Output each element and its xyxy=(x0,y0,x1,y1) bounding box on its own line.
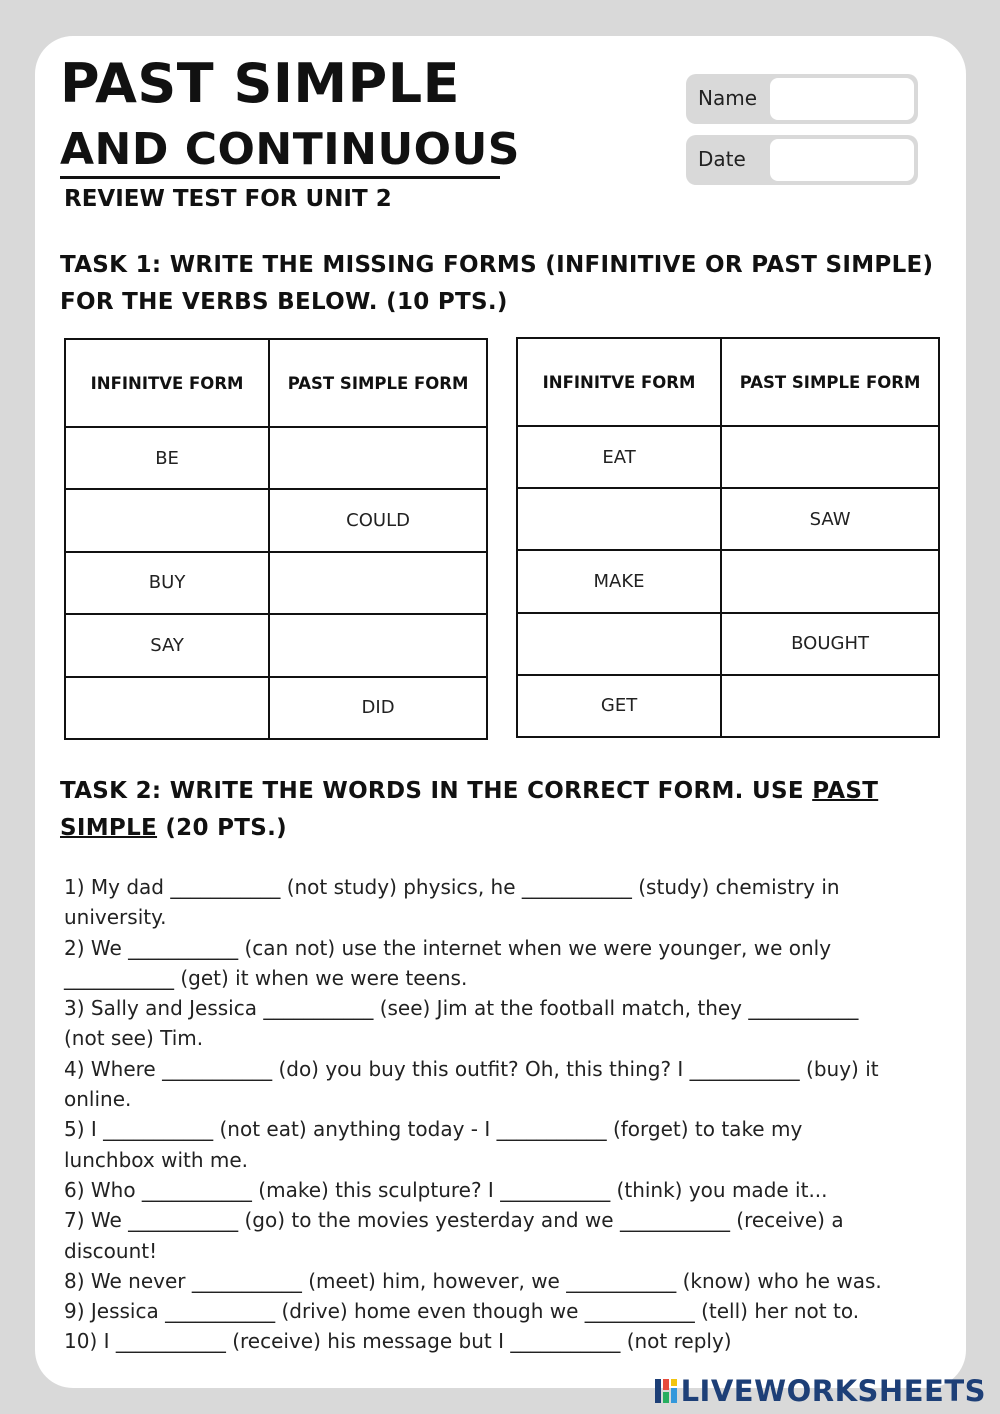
exercise-line[interactable]: discount! xyxy=(64,1238,158,1263)
table-cell[interactable]: BUY xyxy=(65,552,269,614)
column-header: INFINITVE FORM xyxy=(517,338,721,426)
exercise-line[interactable]: 5) I ___________ (not eat) anything today - I ___________ (forget) to take my xyxy=(64,1117,803,1142)
table-cell[interactable]: SAW xyxy=(721,488,939,550)
date-label: Date xyxy=(698,147,746,171)
table-row xyxy=(65,614,487,676)
exercise-line[interactable]: (not see) Tim. xyxy=(64,1026,204,1051)
column-header: INFINITVE FORM xyxy=(65,339,269,427)
exercise-line[interactable]: ___________ (get) it when we were teens. xyxy=(64,965,468,990)
table-row xyxy=(517,550,939,612)
task2-heading xyxy=(60,773,940,847)
task2-heading-underlined: PAST xyxy=(812,778,879,804)
exercise-line[interactable]: lunchbox with me. xyxy=(64,1147,249,1172)
task1-heading-line2: FOR THE VERBS BELOW. (10 PTS.) xyxy=(60,289,508,315)
exercise-line[interactable]: 10) I ___________ (receive) his message but I ___________ (not reply) xyxy=(64,1329,732,1354)
exercise-line[interactable]: 8) We never ___________ (meet) him, however, we ___________ (know) who he was. xyxy=(64,1268,882,1293)
name-field xyxy=(686,74,918,124)
table-cell[interactable] xyxy=(517,613,721,675)
table-row xyxy=(65,427,487,489)
table-cell[interactable] xyxy=(269,614,487,676)
table-row xyxy=(65,677,487,739)
table-cell[interactable]: BE xyxy=(65,427,269,489)
column-header: PAST SIMPLE FORM xyxy=(269,339,487,427)
task1-heading-line1: TASK 1: WRITE THE MISSING FORMS (INFINITIVE OR PAST SIMPLE) xyxy=(60,252,934,278)
task1-heading xyxy=(60,247,940,321)
table-cell[interactable]: SAY xyxy=(65,614,269,676)
title-underline xyxy=(60,176,500,179)
table-cell[interactable] xyxy=(721,550,939,612)
table-header-row xyxy=(65,339,487,427)
exercise-line[interactable]: online. xyxy=(64,1087,132,1112)
name-input[interactable] xyxy=(770,78,914,120)
table-cell[interactable] xyxy=(517,488,721,550)
liveworksheets-logo-icon xyxy=(655,1379,677,1403)
table-cell[interactable] xyxy=(269,427,487,489)
table-cell[interactable] xyxy=(721,675,939,737)
column-header: PAST SIMPLE FORM xyxy=(721,338,939,426)
exercise-line[interactable]: 1) My dad ___________ (not study) physics, he ___________ (study) chemistry in xyxy=(64,875,840,899)
table-cell[interactable] xyxy=(721,426,939,488)
table-row xyxy=(65,552,487,614)
date-field xyxy=(686,135,918,185)
page-title-line2: AND CONTINUOUS xyxy=(60,124,520,175)
exercise-line[interactable]: 2) We ___________ (can not) use the internet when we were younger, we only xyxy=(64,935,832,960)
name-label: Name xyxy=(698,86,758,110)
exercise-line[interactable]: 3) Sally and Jessica ___________ (see) Jim at the football match, they ___________ xyxy=(64,996,859,1021)
table-cell[interactable]: GET xyxy=(517,675,721,737)
table-cell[interactable]: COULD xyxy=(269,489,487,551)
verb-table-left xyxy=(64,338,488,740)
table-cell[interactable]: BOUGHT xyxy=(721,613,939,675)
exercise-line[interactable]: 9) Jessica ___________ (drive) home even though we ___________ (tell) her not to. xyxy=(64,1299,860,1324)
table-row xyxy=(517,488,939,550)
table-row xyxy=(65,489,487,551)
table-row xyxy=(517,613,939,675)
liveworksheets-brand[interactable] xyxy=(655,1374,986,1408)
exercise-list xyxy=(64,872,944,1357)
exercise-line[interactable]: university. xyxy=(64,905,167,930)
table-cell[interactable]: MAKE xyxy=(517,550,721,612)
brand-text: LIVEWORKSHEETS xyxy=(680,1374,986,1408)
page-subtitle: REVIEW TEST FOR UNIT 2 xyxy=(64,186,392,212)
table-cell[interactable] xyxy=(65,489,269,551)
table-header-row xyxy=(517,338,939,426)
exercise-line[interactable]: 4) Where ___________ (do) you buy this outfit? Oh, this thing? I ___________ (buy) it xyxy=(64,1056,879,1081)
table-cell[interactable] xyxy=(65,677,269,739)
verb-table-right xyxy=(516,337,940,738)
table-row xyxy=(517,426,939,488)
page-title-line1: PAST SIMPLE xyxy=(60,52,461,115)
task2-heading-underlined: SIMPLE xyxy=(60,815,158,841)
exercise-line[interactable]: 6) Who ___________ (make) this sculpture? I ___________ (think) you made it... xyxy=(64,1177,828,1202)
table-row xyxy=(517,675,939,737)
table-cell[interactable]: DID xyxy=(269,677,487,739)
exercise-line[interactable]: 7) We ___________ (go) to the movies yesterday and we ___________ (receive) a xyxy=(64,1208,844,1233)
task2-heading-points: (20 PTS.) xyxy=(157,815,287,841)
table-cell[interactable]: EAT xyxy=(517,426,721,488)
date-input[interactable] xyxy=(770,139,914,181)
task2-heading-text: TASK 2: WRITE THE WORDS IN THE CORRECT FORM. USE xyxy=(60,778,813,804)
table-cell[interactable] xyxy=(269,552,487,614)
